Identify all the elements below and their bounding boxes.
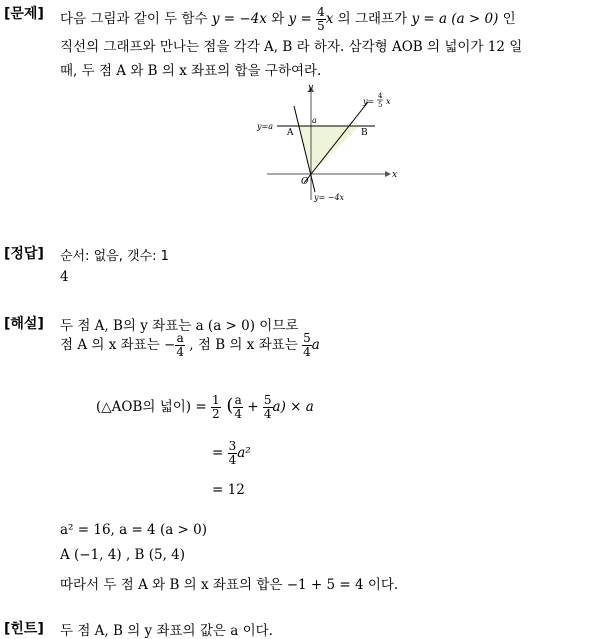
fraction-a-4: $\frac{a}{4}$ bbox=[176, 331, 184, 359]
label-45x-x: x bbox=[386, 97, 391, 106]
solution-eq-2 bbox=[212, 440, 251, 467]
solution-points: A (−1, 4) , B (5, 4) bbox=[60, 547, 186, 563]
solution-conclusion: 따라서 두 점 A 와 B 의 x 좌표의 합은 −1 + 5 = 4 이다. bbox=[60, 577, 399, 593]
eq1-left: (△AOB의 넓이) = bbox=[96, 399, 211, 415]
label-neg4x: y= −4x bbox=[314, 193, 345, 202]
fraction-1-2: $\frac{1}{2}$ bbox=[211, 393, 220, 421]
solution-line-1: 두 점 A, B의 y 좌표는 a (a > 0) 이므로 bbox=[60, 318, 299, 334]
solution-line-2 bbox=[60, 332, 320, 359]
eq2-a-squared: a² bbox=[237, 445, 251, 461]
solution-eq-3: = 12 bbox=[212, 482, 245, 498]
eq-x-suffix: x bbox=[325, 11, 334, 27]
eq-y-prefix: y = bbox=[288, 11, 317, 27]
solution-text-2c: a bbox=[311, 337, 320, 353]
solution-eq-1 bbox=[96, 394, 314, 421]
point-a-label: A bbox=[287, 128, 294, 138]
x-axis-label: x bbox=[392, 170, 398, 180]
problem-line-2: 직선의 그래프와 만나는 점을 각각 A, B 라 하자. 삼각형 AOB 의 넓이가 12 일 bbox=[60, 39, 523, 55]
label-y-eq-a: y=a bbox=[257, 122, 273, 131]
eq-y-neg4x: y = −4x bbox=[211, 11, 267, 27]
eq2-equals: = bbox=[212, 445, 228, 461]
problem-figure bbox=[252, 80, 402, 205]
solution-text-2a: 점 A 의 x 좌표는 − bbox=[60, 337, 176, 353]
fraction-4-5: $\frac{4}{5}$ bbox=[317, 5, 325, 33]
fraction-a-4-eq: $\frac{a}{4}$ bbox=[234, 393, 242, 421]
answer-value: 4 bbox=[60, 269, 69, 285]
label-45x-num: 4 bbox=[378, 92, 383, 100]
label-45x-den: 5 bbox=[378, 101, 383, 109]
x-axis-arrow bbox=[385, 171, 391, 177]
hint-text: 두 점 A, B 의 y 좌표의 값은 a 이다. bbox=[60, 623, 273, 639]
problem-text-1a: 다음 그림과 같이 두 함수 bbox=[60, 11, 212, 27]
problem-line-1 bbox=[60, 6, 516, 33]
eq1-paren-open: ( bbox=[220, 395, 234, 416]
label-45x-prefix: y= bbox=[363, 97, 375, 106]
fraction-5-4: $\frac{5}{4}$ bbox=[303, 331, 311, 359]
triangle-aob bbox=[298, 126, 359, 174]
hint-label: [힌트] bbox=[4, 621, 44, 637]
eq-y-a: y = a (a > 0) bbox=[411, 11, 499, 27]
y-axis-label: y bbox=[308, 83, 314, 93]
problem-label: [문제] bbox=[4, 6, 44, 22]
eq1-plus: + bbox=[243, 399, 263, 415]
answer-label: [정답] bbox=[4, 246, 44, 262]
answer-order: 순서: 없음, 갯수: 1 bbox=[60, 249, 169, 264]
origin-label: O bbox=[301, 177, 309, 187]
point-b-label: B bbox=[361, 128, 368, 138]
problem-text-1c: 의 그래프가 bbox=[333, 11, 412, 27]
problem-text-1b: 와 bbox=[266, 11, 289, 27]
problem-line-3: 때, 두 점 A 와 B 의 x 좌표의 합을 구하여라. bbox=[60, 63, 322, 79]
solution-label: [해설] bbox=[4, 316, 44, 332]
solution-a-squared: a² = 16, a = 4 (a > 0) bbox=[60, 522, 208, 538]
fraction-5-4-eq: $\frac{5}{4}$ bbox=[263, 393, 272, 421]
fraction-3-4: $\frac{3}{4}$ bbox=[228, 439, 237, 467]
label-a: a bbox=[312, 116, 317, 125]
eq1-tail: a) × a bbox=[272, 399, 314, 415]
problem-text-1d: 인 bbox=[498, 11, 516, 27]
solution-text-2b: , 점 B 의 x 좌표는 bbox=[184, 337, 303, 353]
